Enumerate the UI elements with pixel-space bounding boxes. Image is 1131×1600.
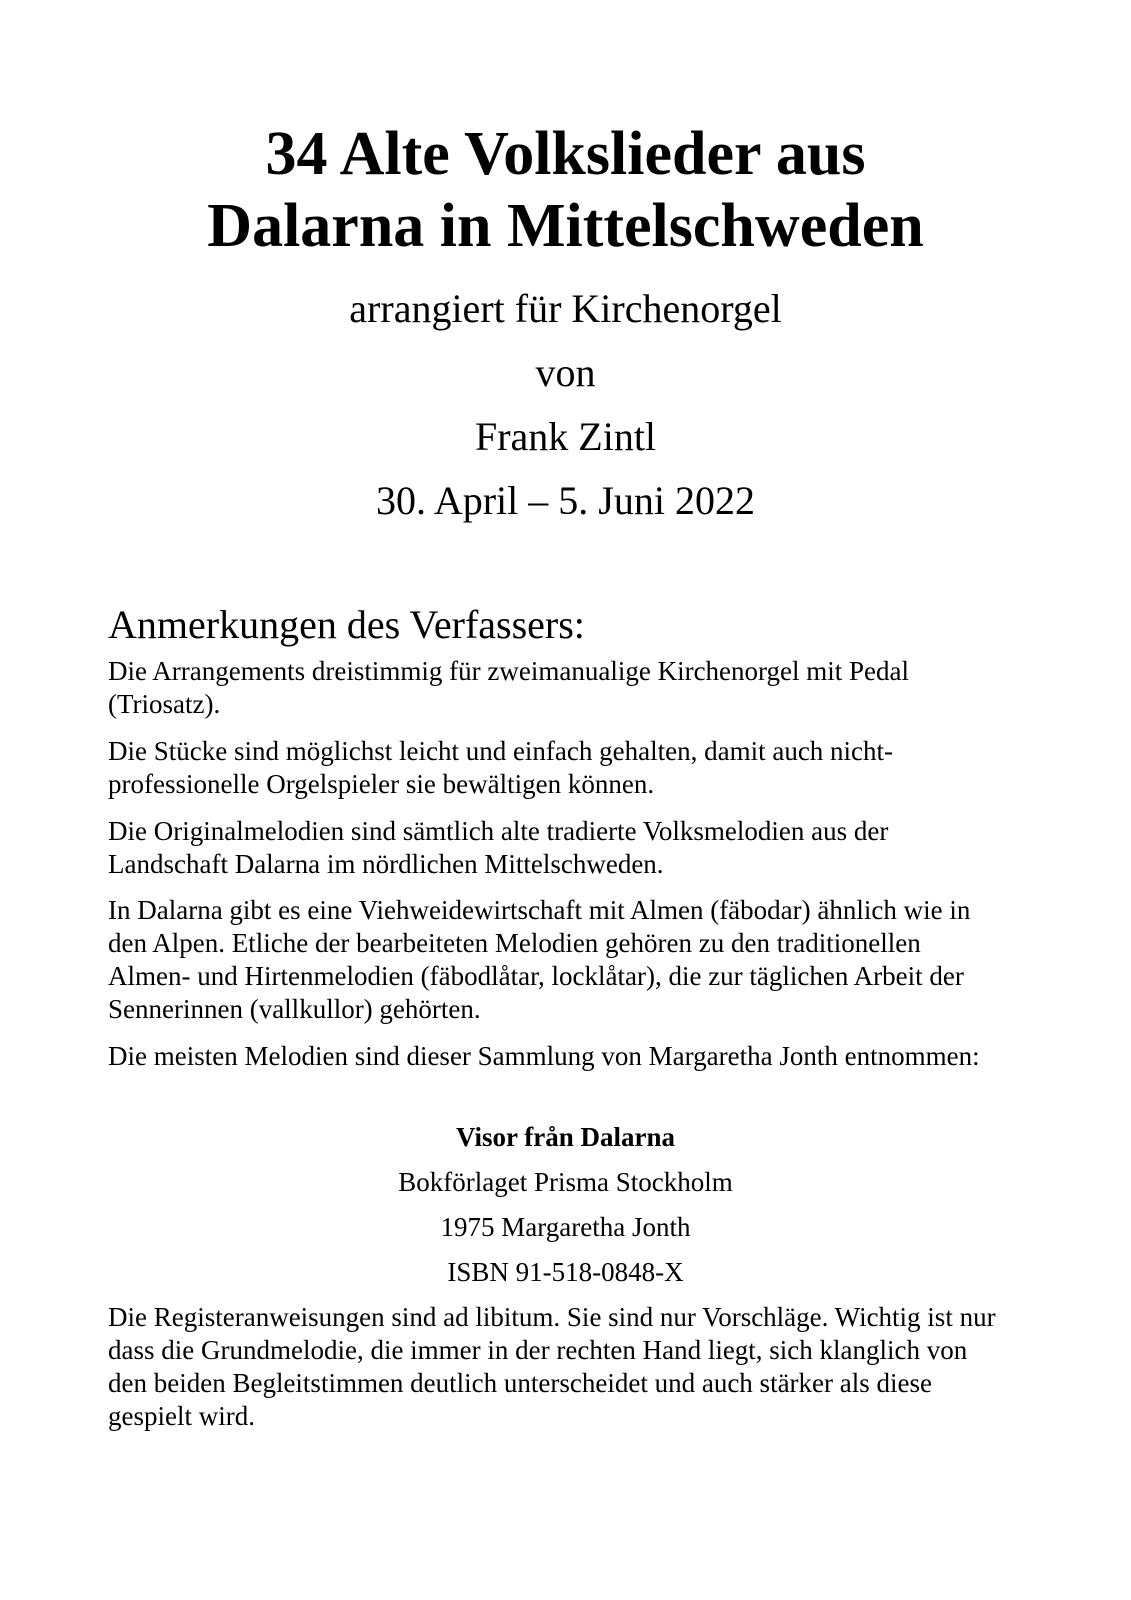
subtitle: arrangiert für Kirchenorgel [349,286,782,331]
note-paragraph-5: Die meisten Melodien sind dieser Sammlung von Margaretha Jonth entnommen: [108,1041,980,1071]
by-line: von [535,350,596,395]
notes-heading: Anmerkungen des Verfassers: [108,602,585,647]
title-line-2: Dalarna in Mittelschweden [207,192,924,260]
date-range: 30. April – 5. Juni 2022 [376,478,755,523]
reference-year-author: 1975 Margaretha Jonth [440,1212,691,1242]
note-paragraph-6: Die Registeranweisungen sind ad libitum. Sie sind nur Vorschläge. Wichtig ist nur dass die Grundmelodie, die immer in der rechten Hand liegt, sich klanglich von den beiden Begleitstimmen deutlich unterscheidet und auch stärker als diese gespielt wird. [108,1302,996,1431]
note-paragraph-2: Die Stücke sind möglichst leicht und einfach gehalten, damit auch nicht-professionelle Orgelspieler sie bewältigen können. [108,736,894,799]
reference-publisher: Bokförlaget Prisma Stockholm [398,1167,733,1197]
author-name: Frank Zintl [474,414,657,459]
note-paragraph-4: In Dalarna gibt es eine Viehweidewirtschaft mit Almen (fäbodar) ähnlich wie in den Alpen. Etliche der bearbeiteten Melodien gehören zu den traditionellen Almen- und Hirtenmelodien (fäbodlåtar, locklåtar), die zur täglichen Arbeit der Sennerinnen (vallkullor) gehörten. [108,895,971,1024]
note-paragraph-3: Die Originalmelodien sind sämtlich alte tradierte Volksmelodien aus der Landschaft Dalarna im nördlichen Mittelschweden. [108,816,889,879]
document-title [0,118,1131,262]
note-paragraph-1: Die Arrangements dreistimmig für zweimanualige Kirchenorgel mit Pedal (Triosatz). [108,656,910,719]
reference-title: Visor från Dalarna [456,1122,675,1152]
reference-isbn: ISBN 91-518-0848-X [447,1257,684,1287]
title-line-1: 34 Alte Volkslieder aus [265,120,866,188]
